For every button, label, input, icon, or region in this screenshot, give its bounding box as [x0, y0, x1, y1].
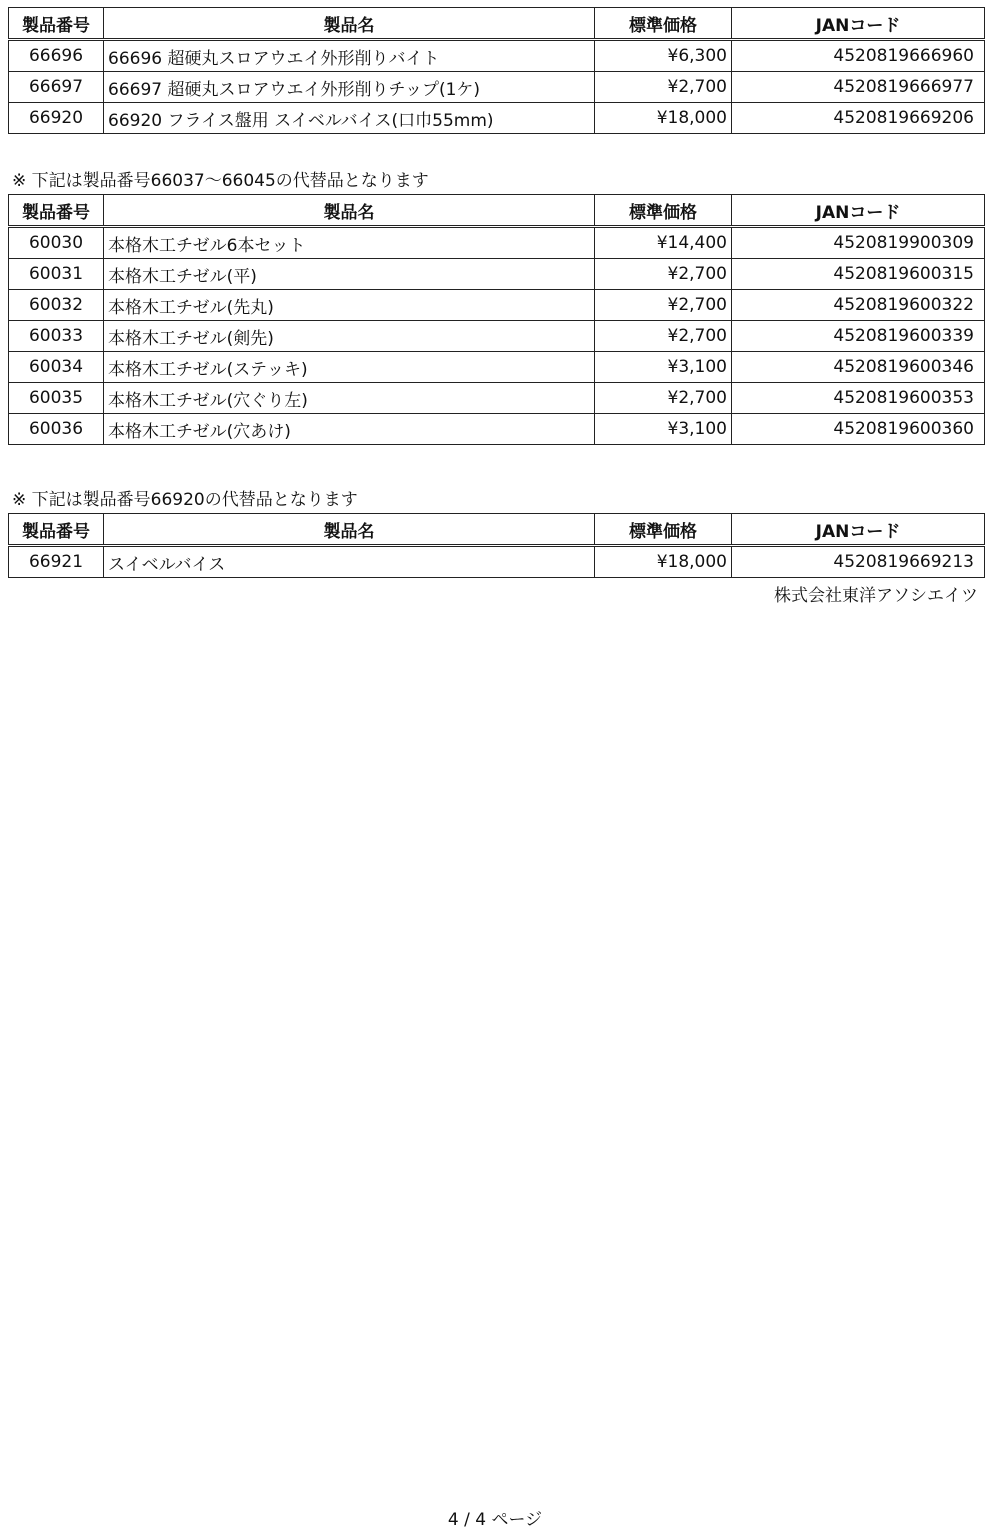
product-number: 66697	[9, 72, 104, 103]
page-number: 4 / 4 ページ	[447, 1510, 543, 1530]
product-jan: 4520819669206	[732, 103, 985, 134]
product-price: ¥18,000	[595, 546, 732, 578]
product-number: 60036	[9, 414, 104, 445]
product-table-3-section	[8, 487, 984, 578]
table-row	[9, 72, 985, 103]
product-name: 66696 超硬丸スロアウエイ外形削りバイト	[104, 40, 595, 72]
company-name: 株式会社東洋アソシエイツ	[774, 586, 978, 606]
header-name: 製品名	[104, 195, 595, 227]
product-jan: 4520819600322	[732, 290, 985, 321]
product-jan: 4520819600315	[732, 259, 985, 290]
table-row	[9, 546, 985, 578]
product-name: 本格木工チゼル(平)	[104, 259, 595, 290]
product-jan: 4520819600360	[732, 414, 985, 445]
product-name: 本格木工チゼル(剣先)	[104, 321, 595, 352]
product-number: 60032	[9, 290, 104, 321]
header-price: 標準価格	[595, 514, 732, 546]
header-jan: JANコード	[732, 514, 985, 546]
product-price: ¥3,100	[595, 414, 732, 445]
product-table-1-section	[8, 7, 984, 134]
header-number: 製品番号	[9, 8, 104, 40]
table-row	[9, 383, 985, 414]
table-row	[9, 259, 985, 290]
header-jan: JANコード	[732, 8, 985, 40]
product-number: 60034	[9, 352, 104, 383]
product-name: スイベルバイス	[104, 546, 595, 578]
product-jan: 4520819900309	[732, 227, 985, 259]
header-number: 製品番号	[9, 514, 104, 546]
product-table-3	[8, 513, 985, 578]
table-row	[9, 227, 985, 259]
product-table-1	[8, 7, 985, 134]
table-row	[9, 414, 985, 445]
product-jan: 4520819600339	[732, 321, 985, 352]
header-price: 標準価格	[595, 195, 732, 227]
table-header-row	[9, 195, 985, 227]
product-name: 本格木工チゼル(穴あけ)	[104, 414, 595, 445]
product-number: 66696	[9, 40, 104, 72]
header-jan: JANコード	[732, 195, 985, 227]
table-row	[9, 290, 985, 321]
table-row	[9, 103, 985, 134]
product-price: ¥18,000	[595, 103, 732, 134]
product-number: 60030	[9, 227, 104, 259]
product-name: 66697 超硬丸スロアウエイ外形削りチップ(1ケ)	[104, 72, 595, 103]
product-number: 66921	[9, 546, 104, 578]
product-jan: 4520819600353	[732, 383, 985, 414]
table-header-row	[9, 8, 985, 40]
product-number: 60035	[9, 383, 104, 414]
table-header-row	[9, 514, 985, 546]
product-jan: 4520819666977	[732, 72, 985, 103]
product-name: 本格木工チゼル(穴ぐり左)	[104, 383, 595, 414]
product-price: ¥14,400	[595, 227, 732, 259]
header-price: 標準価格	[595, 8, 732, 40]
product-name: 本格木工チゼル6本セット	[104, 227, 595, 259]
product-table-2-section	[8, 168, 984, 445]
product-price: ¥3,100	[595, 352, 732, 383]
product-price: ¥2,700	[595, 383, 732, 414]
product-name: 66920 フライス盤用 スイベルバイス(口巾55mm)	[104, 103, 595, 134]
product-price: ¥6,300	[595, 40, 732, 72]
product-number: 60031	[9, 259, 104, 290]
product-jan: 4520819669213	[732, 546, 985, 578]
product-name: 本格木工チゼル(ステッキ)	[104, 352, 595, 383]
product-number: 66920	[9, 103, 104, 134]
header-number: 製品番号	[9, 195, 104, 227]
header-name: 製品名	[104, 8, 595, 40]
table-row	[9, 40, 985, 72]
table-row	[9, 321, 985, 352]
product-jan: 4520819666960	[732, 40, 985, 72]
product-price: ¥2,700	[595, 72, 732, 103]
product-price: ¥2,700	[595, 321, 732, 352]
product-table-2	[8, 194, 985, 445]
product-number: 60033	[9, 321, 104, 352]
replacement-note: ※ 下記は製品番号66037～66045の代替品となります	[12, 171, 429, 191]
product-name: 本格木工チゼル(先丸)	[104, 290, 595, 321]
table-row	[9, 352, 985, 383]
product-price: ¥2,700	[595, 259, 732, 290]
product-jan: 4520819600346	[732, 352, 985, 383]
replacement-note: ※ 下記は製品番号66920の代替品となります	[12, 490, 358, 510]
product-price: ¥2,700	[595, 290, 732, 321]
header-name: 製品名	[104, 514, 595, 546]
